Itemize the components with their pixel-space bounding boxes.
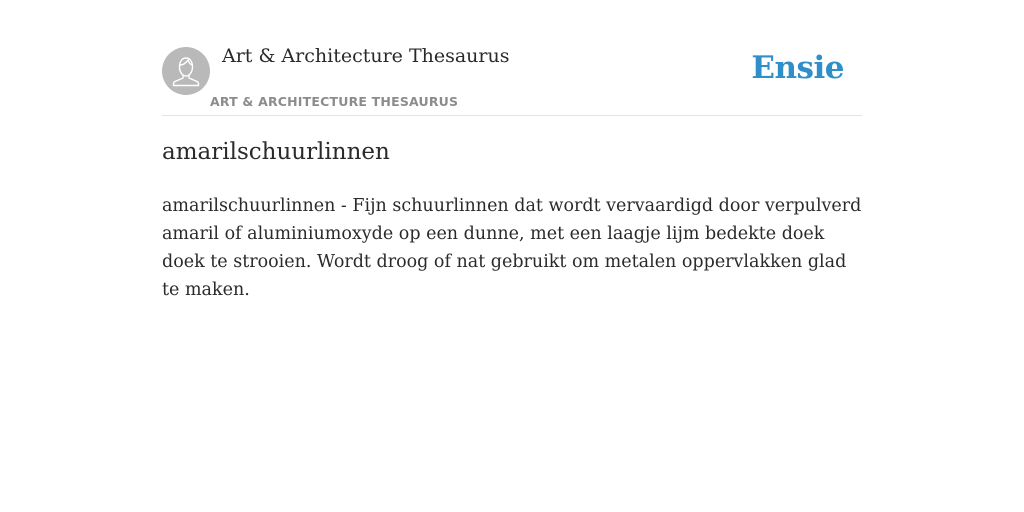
entry-definition: amarilschuurlinnen - Fijn schuurlinnen dat wordt vervaardigd door verpulverd amaril of aluminiumoxyde op een dunne, met een laagje lijm bedekte doek doek te strooien. Wordt droog of nat gebruikt om metalen oppervlakken glad te maken. [162,196,862,300]
entry-header [162,0,862,116]
ensie-logo[interactable]: Ensie [751,50,844,86]
entry-title: amarilschuurlinnen [162,139,390,165]
user-silhouette-icon [162,47,210,95]
category-link[interactable]: ART & ARCHITECTURE THESAURUS [210,94,459,109]
author-name-link[interactable]: Art & Architecture Thesaurus [222,45,510,67]
page-container [162,0,862,300]
avatar[interactable] [162,47,210,95]
